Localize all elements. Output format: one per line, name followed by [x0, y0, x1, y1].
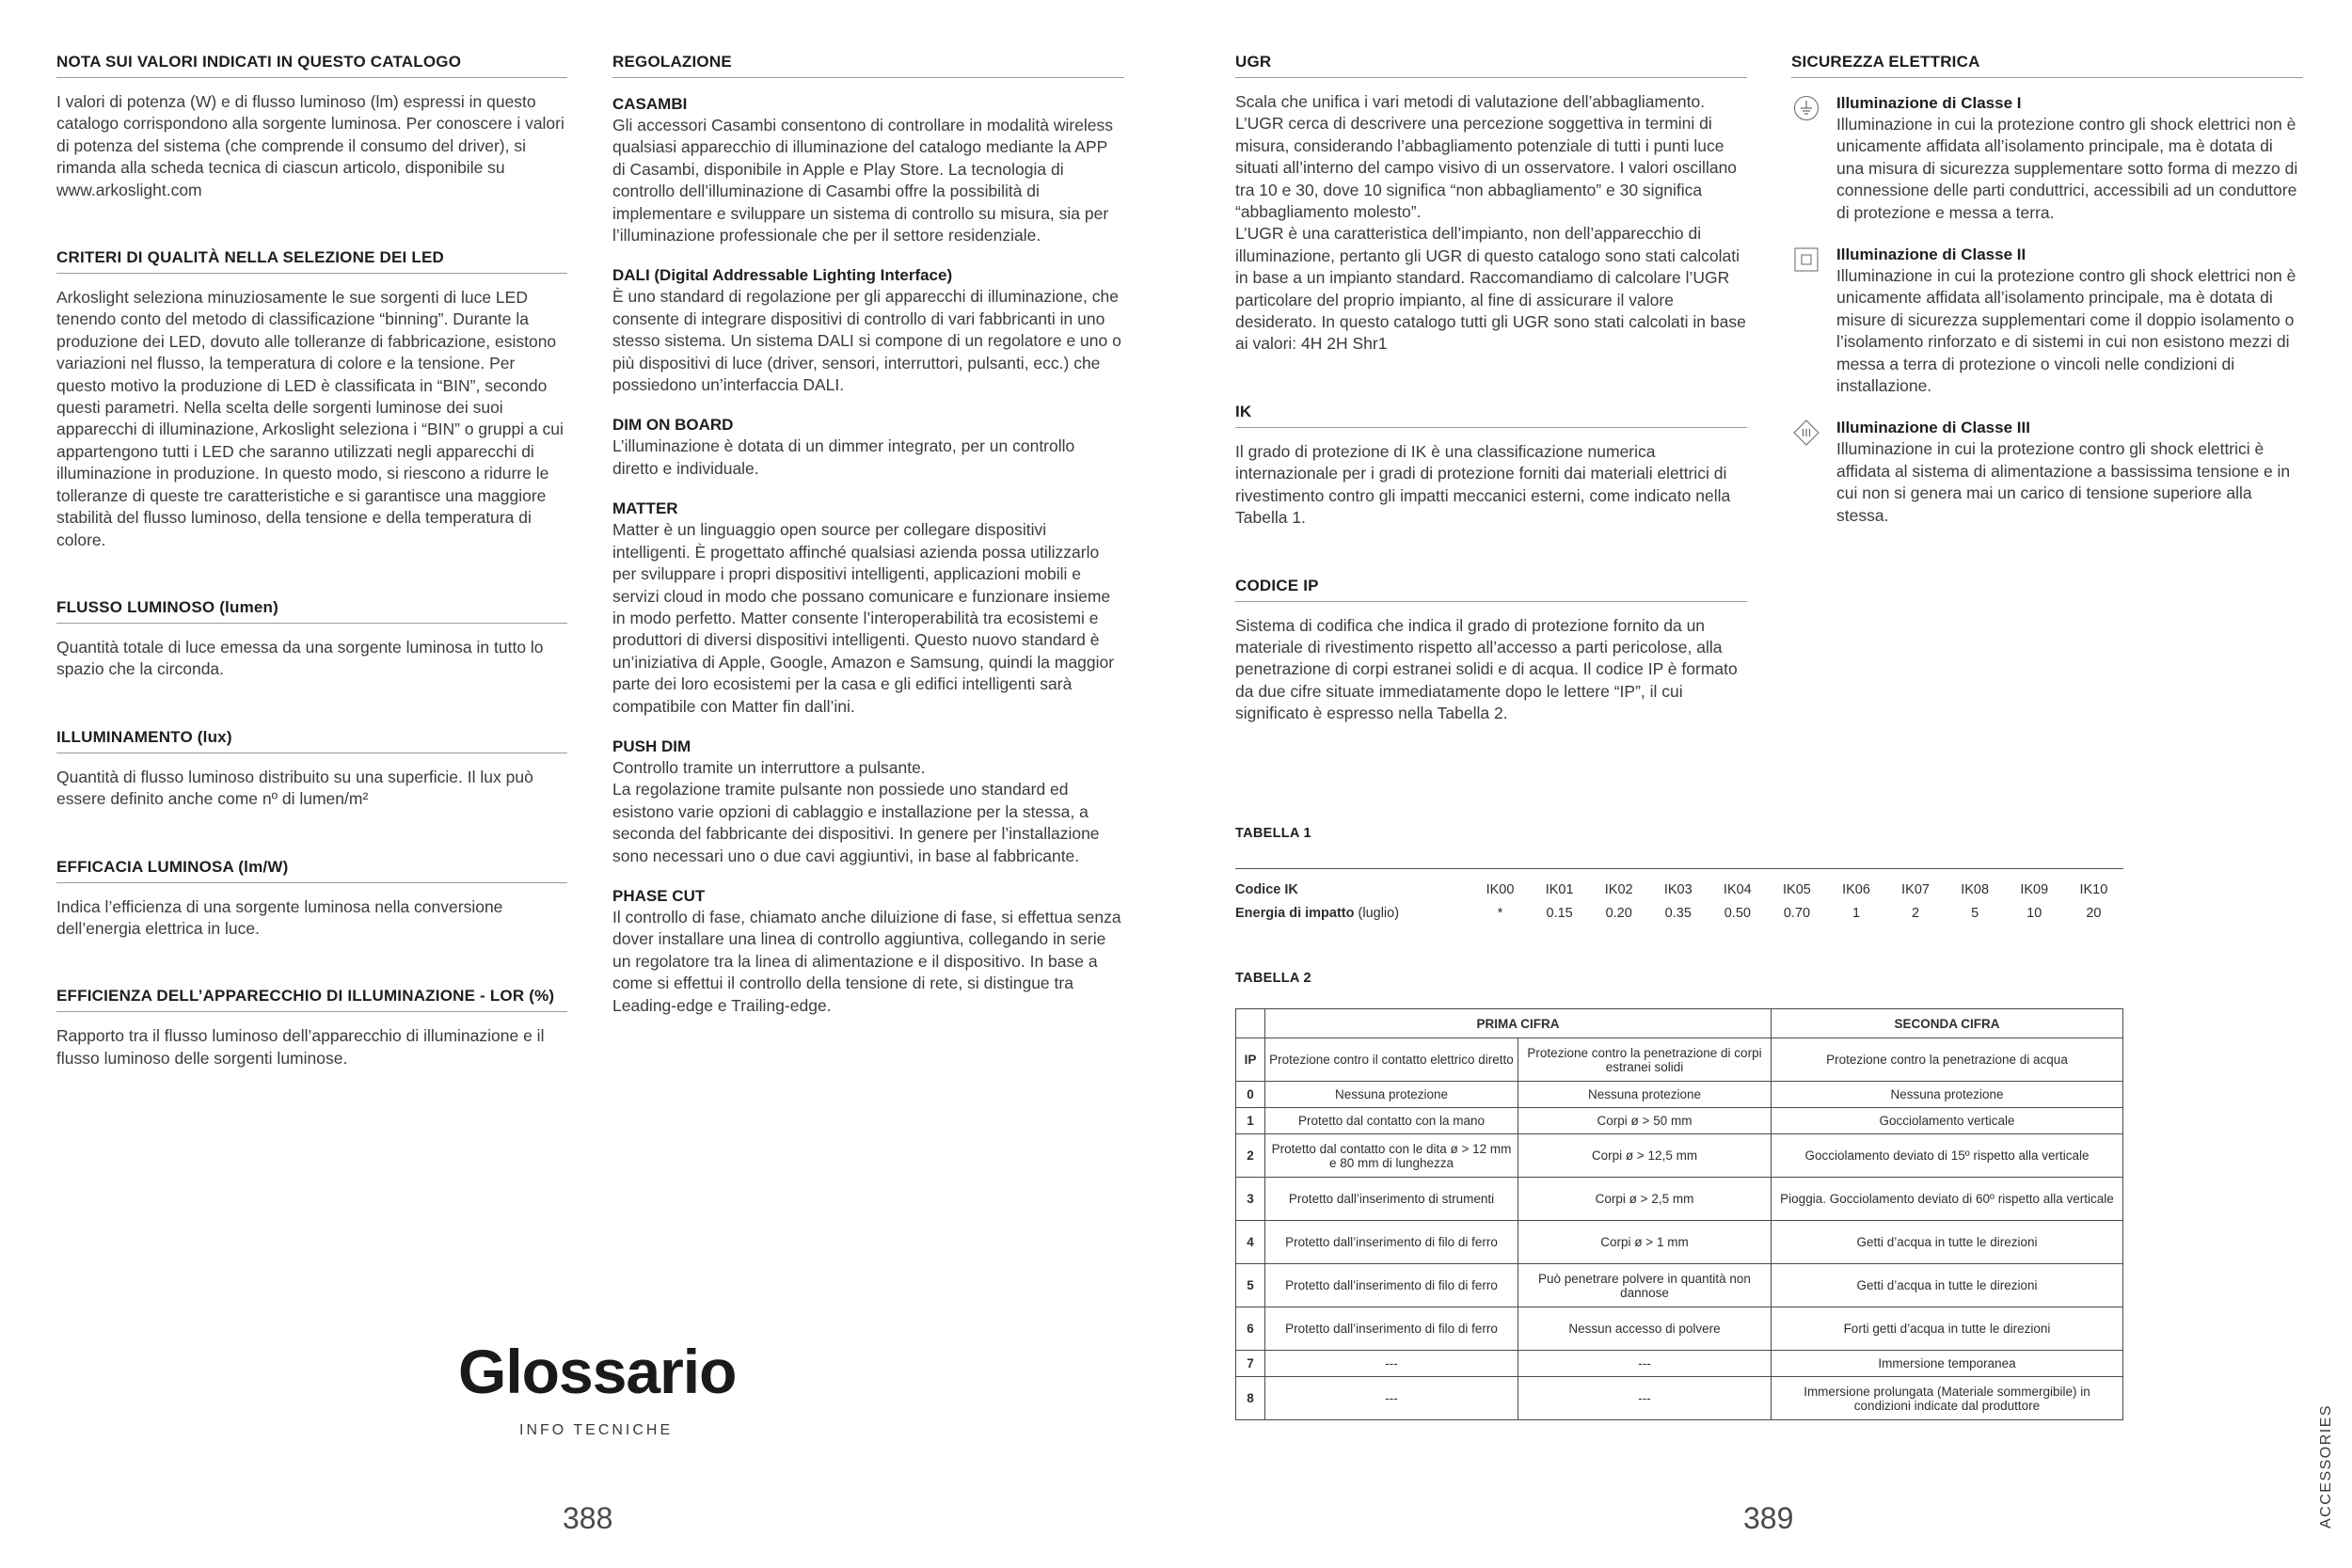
table1-row-energy	[1235, 901, 2123, 925]
column-regolazione	[612, 53, 1124, 1035]
table2-cell: Protetto dall’inserimento di filo di ferro	[1265, 1264, 1518, 1307]
table2-header-prima: PRIMA CIFRA	[1265, 1009, 1772, 1038]
section-text: Quantità totale di luce emessa da una sorgente luminosa in tutto lo spazio che la circonda.	[56, 637, 544, 679]
table1-row-label	[1235, 901, 1470, 925]
sub-text: È uno standard di regolazione per gli apparecchi di illuminazione, che consente di integrare dispositivi di controllo di vari fabbricanti in uno stesso sistema. Un sistema DALI si compone di un regolatore e uno o più dispositivi di luce (driver, sensori, interruttori, pulsanti, ecc.) che possiedono un’interfaccia DALI.	[612, 287, 1121, 395]
table2-ip-number: 8	[1236, 1377, 1265, 1420]
table2-head-row-2	[1236, 1038, 2123, 1082]
sub-text: Il controllo di fase, chiamato anche diluizione di fase, si effettua senza dover installare una linea di controllo aggiuntiva, collegando in serie un regolatore tra la linea di alimentazione e il dispositivo. In base a come si effettui il controllo della tensione di rete, si distingue tra Leading-edge e Trailing-edge.	[612, 907, 1121, 1015]
table2-row	[1236, 1221, 2123, 1264]
section-ugr	[1235, 53, 1747, 356]
table2-cell: Protetto dal contatto con le dita ø > 12 mm e 80 mm di lunghezza	[1265, 1134, 1518, 1178]
section-title-regolazione: REGOLAZIONE	[612, 53, 1124, 78]
table2-cell: Corpi ø > 12,5 mm	[1518, 1134, 1772, 1178]
section-title: EFFICACIA LUMINOSA (lm/W)	[56, 858, 567, 883]
sub-title: PHASE CUT	[612, 886, 706, 905]
class-1-ground-icon	[1793, 95, 1820, 121]
table1-cell: 10	[2026, 906, 2042, 921]
table2-cell: Nessuna protezione	[1265, 1082, 1518, 1108]
section-title-sicurezza: SICUREZZA ELETTRICA	[1791, 53, 2303, 78]
sub-text: L’illuminazione è dotata di un dimmer integrato, per un controllo diretto e individuale.	[612, 436, 1075, 478]
table2-cell: Corpi ø > 1 mm	[1518, 1221, 1772, 1264]
class-2-text: Illuminazione in cui la protezione contro gli shock elettrici non è unicamente affidata all’isolamento principale, ma è dotata di misure di sicurezza supplementari come il doppio isolamento o l’isolamento rinforzato e di sistemi in cui non esistono mezzi di messa a terra di protezione o vincoli nelle condizioni di installazione.	[1836, 266, 2296, 396]
class-3-title: Illuminazione di Classe III	[1836, 419, 2030, 437]
table1-cell: IK10	[2079, 882, 2108, 897]
section-text: Arkoslight seleziona minuziosamente le sue sorgenti di luce LED tenendo conto del metodo di classificazione “binning”. Durante la produzione dei LED, dovuto alle tolleranze di fabbricazione, esistono variazioni nel flusso, la temperatura di colore e la tensione. Per questo motivo la produzione di LED è classificata in “BIN”, secondo questi parametri. Nella scelta delle sorgenti luminose dei suoi apparecchi di illuminazione, Arkoslight seleziona i “BIN” o gruppi a cui appartengono tutti i LED che saranno utilizzati negli apparecchi di illuminazione in produzione. In questo modo, si riescono a ridurre le tolleranze di queste tre caratteristiche e si garantisce una maggiore stabilità del flusso luminoso, della tensione e della temperatura di colore.	[56, 288, 564, 549]
sub-title: DIM ON BOARD	[612, 416, 734, 435]
class-2-item	[1791, 245, 2303, 397]
class-2-double-square-icon	[1793, 246, 1820, 273]
table2-cell: Corpi ø > 2,5 mm	[1518, 1178, 1772, 1221]
table2-row	[1236, 1134, 2123, 1178]
table2-row	[1236, 1082, 2123, 1108]
table1-cell: *	[1497, 906, 1503, 921]
table2-ip-number: 4	[1236, 1221, 1265, 1264]
table1-cell: 0.35	[1664, 906, 1692, 921]
table2-ip-label: IP	[1236, 1038, 1265, 1082]
table2-header-seconda: SECONDA CIFRA	[1772, 1009, 2123, 1038]
table2-cell: ---	[1265, 1351, 1518, 1377]
table2-ip-number: 5	[1236, 1264, 1265, 1307]
table2-row	[1236, 1307, 2123, 1351]
side-tab-accessories: ACCESSORIES	[2318, 1403, 2334, 1528]
table2-row	[1236, 1351, 2123, 1377]
table1-cell: 0.15	[1546, 906, 1573, 921]
page-subtitle: INFO TECNICHE	[519, 1422, 674, 1438]
sub-matter	[612, 498, 1124, 718]
page-title: Glossario	[458, 1337, 737, 1406]
class-3-text: Illuminazione in cui la protezione contro gli shock elettrici è affidata al sistema di alimentazione a bassissima tensione e in cui non si genera mai un carico di tensione superiore alla stessa.	[1836, 439, 2291, 525]
table2-label: TABELLA 2	[1235, 971, 1311, 986]
table2-cell: Nessun accesso di polvere	[1518, 1307, 1772, 1351]
table2-row	[1236, 1264, 2123, 1307]
table2-cell: ---	[1518, 1351, 1772, 1377]
table2-corner	[1236, 1009, 1265, 1038]
table2-cell: Getti d’acqua in tutte le direzioni	[1772, 1221, 2123, 1264]
table2-row	[1236, 1377, 2123, 1420]
table2-cell: Protetto dal contatto con la mano	[1265, 1108, 1518, 1134]
table2-cell: Immersione prolungata (Materiale sommergibile) in condizioni indicate dal produttore	[1772, 1377, 2123, 1420]
table1-cell: IK09	[2020, 882, 2049, 897]
section-text: Quantità di flusso luminoso distribuito su una superficie. Il lux può essere definito anche come nº di lumen/m²	[56, 767, 533, 809]
section-title: EFFICIENZA DELL’APPARECCHIO DI ILLUMINAZIONE - LOR (%)	[56, 987, 567, 1012]
section-title: CRITERI DI QUALITÀ NELLA SELEZIONE DEI LED	[56, 248, 567, 274]
sub-text: Gli accessori Casambi consentono di controllare in modalità wireless qualsiasi apparecchio di illuminazione del catalogo mediante la APP di Casambi, disponibile in Apple e Play Store. La tecnologia di controllo dell’illuminazione di Casambi offre la possibilità di implementare e sviluppare un sistema di controllo su misura, sia per l’illuminazione professionale che per il settore residenziale.	[612, 116, 1114, 245]
section-title: NOTA SUI VALORI INDICATI IN QUESTO CATALOGO	[56, 53, 567, 78]
table2-cell: Protetto dall’inserimento di filo di ferro	[1265, 1307, 1518, 1351]
table2-cell: Corpi ø > 50 mm	[1518, 1108, 1772, 1134]
table1-cell: IK01	[1545, 882, 1574, 897]
table2-cell: Gocciolamento verticale	[1772, 1108, 2123, 1134]
table1-row-codes	[1235, 869, 2123, 901]
table2-cell: Forti getti d’acqua in tutte le direzioni	[1772, 1307, 2123, 1351]
column-ugr-ik-ip	[1235, 53, 1747, 772]
section-title: CODICE IP	[1235, 577, 1747, 602]
table2-ip-number: 7	[1236, 1351, 1265, 1377]
table1-cell: 0.70	[1783, 906, 1811, 921]
sub-phase-cut	[612, 885, 1124, 1017]
table1-energy-unit: (luglio)	[1358, 906, 1400, 921]
table2-cell: Nessuna protezione	[1772, 1082, 2123, 1108]
section-text: Rapporto tra il flusso luminoso dell’apparecchio di illuminazione e il flusso luminoso delle sorgenti luminose.	[56, 1026, 545, 1068]
sub-dali	[612, 264, 1124, 396]
table1-cell: IK02	[1604, 882, 1633, 897]
table2-row	[1236, 1108, 2123, 1134]
table1-cell: 2	[1912, 906, 1920, 921]
table1-cell: IK04	[1723, 882, 1752, 897]
section-codice-ip	[1235, 577, 1747, 725]
table2-cell: Nessuna protezione	[1518, 1082, 1772, 1108]
table1-row-label: Codice IK	[1235, 882, 1298, 897]
section-flusso-luminoso	[56, 598, 567, 681]
section-nota	[56, 53, 567, 201]
table2-ip-number: 0	[1236, 1082, 1265, 1108]
section-title: UGR	[1235, 53, 1747, 78]
sub-casambi	[612, 93, 1124, 246]
sub-title: PUSH DIM	[612, 736, 691, 755]
table2-header-cell: Protezione contro la penetrazione di acqua	[1772, 1038, 2123, 1082]
section-illuminamento	[56, 728, 567, 811]
column-sicurezza-elettrica	[1791, 53, 2303, 547]
table2-cell: ---	[1518, 1377, 1772, 1420]
table2-ip-number: 2	[1236, 1134, 1265, 1178]
table2-cell: Immersione temporanea	[1772, 1351, 2123, 1377]
section-text: I valori di potenza (W) e di flusso luminoso (lm) espressi in questo catalogo corrispondono alla sorgente luminosa. Per conoscere i valori di potenza del sistema (che comprende il consumo del driver), si rimanda alla scheda tecnica di ciascun articolo, disponibile su www.arkoslight.com	[56, 92, 564, 199]
sub-text: Matter è un linguaggio open source per collegare dispositivi intelligenti. È progettato affinché qualsiasi azienda possa utilizzarlo per sviluppare i propri dispositivi intelligenti, applicazioni mobili e servizi cloud in modo che possano comunicare e funzionare insieme in modo perfetto. Matter consente l’interoperabilità tra ecosistemi e produttori di diversi dispositivi intelligenti. Questo nuovo standard è un’iniziativa di Apple, Google, Amazon e Samsung, quindi la maggior parte dei loro ecosistemi per la casa e gli edifici intelligenti sarà compatibile con Matter fin dall’ini.	[612, 520, 1115, 716]
table1-cell: 0.50	[1724, 906, 1751, 921]
section-title: FLUSSO LUMINOSO (lumen)	[56, 598, 567, 624]
sub-text: Controllo tramite un interruttore a pulsante. La regolazione tramite pulsante non possiede uno standard ed esistono varie opzioni di cablaggio e installazione per la stessa, a seconda del fabbricante dei dispositivi. In genere per l’installazione sono necessari uno o due cavi aggiuntivi, in base al fabbricante.	[612, 757, 1100, 865]
table1-ik	[1235, 868, 2123, 925]
table2-head-row-1	[1236, 1009, 2123, 1038]
class-1-text: Illuminazione in cui la protezione contro gli shock elettrici non è unicamente affidata all’isolamento principale, ma è dotata di una misura di sicurezza supplementare sotto forma di mezzo di connessione delle parti conduttrici, accessibili ad un conduttore di protezione e messa a terra.	[1836, 115, 2298, 222]
class-3-item	[1791, 418, 2303, 527]
section-text: Indica l’efficienza di una sorgente luminosa nella conversione dell’energia elettrica in luce.	[56, 896, 503, 938]
table2-ip	[1235, 1008, 2123, 1420]
section-title: ILLUMINAMENTO (lux)	[56, 728, 567, 753]
table2-ip-number: 1	[1236, 1108, 1265, 1134]
sub-title: MATTER	[612, 499, 678, 518]
table1-cell: IK00	[1486, 882, 1515, 897]
section-lor	[56, 987, 567, 1069]
table1-cell: IK08	[1961, 882, 1990, 897]
class-1-title: Illuminazione di Classe I	[1836, 94, 2022, 112]
table2-ip-number: 3	[1236, 1178, 1265, 1221]
table2-cell: ---	[1265, 1377, 1518, 1420]
table1-cell: 20	[2086, 906, 2102, 921]
section-criteri-led	[56, 248, 567, 551]
class-2-title: Illuminazione di Classe II	[1836, 245, 2026, 264]
table2-header-cell: Protezione contro la penetrazione di corpi estranei solidi	[1518, 1038, 1772, 1082]
page-number-left: 388	[563, 1501, 613, 1535]
table1-cell: 0.20	[1605, 906, 1632, 921]
table1-cell: IK07	[1901, 882, 1930, 897]
class-1-item	[1791, 93, 2303, 224]
table2-cell: Getti d’acqua in tutte le direzioni	[1772, 1264, 2123, 1307]
section-ik	[1235, 403, 1747, 530]
table1-energy-label: Energia di impatto	[1235, 906, 1355, 921]
table1-cell: IK05	[1783, 882, 1811, 897]
table1-cell: 5	[1971, 906, 1979, 921]
column-glossary-definitions	[56, 53, 567, 1117]
table2-cell: Protetto dall’inserimento di filo di ferro	[1265, 1221, 1518, 1264]
table2-row	[1236, 1178, 2123, 1221]
table2-header-cell: Protezione contro il contatto elettrico diretto	[1265, 1038, 1518, 1082]
table1-cell: IK06	[1842, 882, 1870, 897]
sub-title: CASAMBI	[612, 95, 688, 113]
table2-ip-number: 6	[1236, 1307, 1265, 1351]
table2-cell: Pioggia. Gocciolamento deviato di 60º rispetto alla verticale	[1772, 1178, 2123, 1221]
section-title: IK	[1235, 403, 1747, 428]
table2-cell: Protetto dall’inserimento di strumenti	[1265, 1178, 1518, 1221]
section-text: Scala che unifica i vari metodi di valutazione dell’abbagliamento. L’UGR cerca di descrivere una percezione soggettiva in termini di misura, considerando l’abbagliamento potenziale di tutti i punti luce situati all’interno del campo visivo di un osservatore. I valori oscillano tra 10 e 30, dove 10 significa “non abbagliamento” e 30 significa “abbagliamento molesto”. L’UGR è una caratteristica dell’impianto, non dell’apparecchio di illuminazione, pertanto gli UGR di questo catalogo sono stati calcolati in base a un impianto standard. Raccomandiamo di calcolare l’UGR particolare del proprio impianto, al fine di assicurare il valore desiderato. In questo catalogo tutti gli UGR sono stati calcolati in base ai valori: 4H 2H Shr1	[1235, 92, 1746, 354]
section-text: Il grado di protezione di IK è una classificazione numerica internazionale per i gradi di protezione forniti dai materiali elettrici di rivestimento contro gli impatti meccanici esterni, come indicato nella Tabella 1.	[1235, 441, 1731, 528]
sub-push-dim	[612, 736, 1124, 867]
table2-cell: Può penetrare polvere in quantità non dannose	[1518, 1264, 1772, 1307]
table2-cell: Gocciolamento deviato di 15º rispetto alla verticale	[1772, 1134, 2123, 1178]
class-3-diamond-icon	[1793, 420, 1820, 446]
section-text: Sistema di codifica che indica il grado di protezione fornito da un materiale di rivestimento rispetto all’accesso a parti pericolose, alla penetrazione di corpi estranei solidi e di acqua. Il codice IP è formato da due cifre situate immediatamente dopo le lettere “IP”, il cui significato è espresso nella Tabella 2.	[1235, 615, 1738, 723]
sub-dim-on-board	[612, 414, 1124, 480]
sub-title: DALI (Digital Addressable Lighting Interface)	[612, 266, 953, 285]
table1-label: TABELLA 1	[1235, 826, 1311, 841]
table1-cell: IK03	[1663, 882, 1692, 897]
page-number-right: 389	[1743, 1501, 1794, 1535]
table1-cell: 1	[1851, 906, 1861, 921]
section-efficacia	[56, 858, 567, 941]
